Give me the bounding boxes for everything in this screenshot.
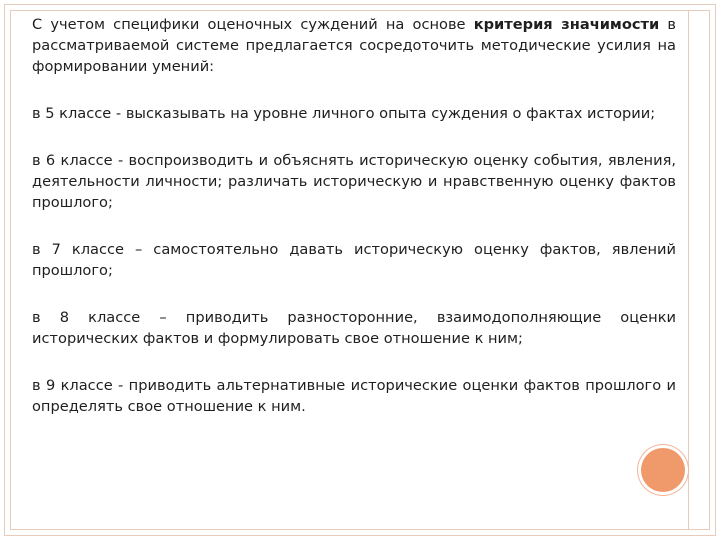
- grade-8-paragraph: в 8 классе – приводить разносторонние, взаимодополняющие оценки исторических фактов и формулировать свое отношение к ним;: [32, 309, 676, 347]
- grade-9-paragraph: в 9 классе - приводить альтернативные исторические оценки фактов прошлого и определять свое отношение к ним.: [32, 377, 676, 415]
- intro-text-after: в рассматриваемой системе предлагается сосредоточить методические усилия на формировании умений:: [32, 16, 676, 75]
- intro-emphasis: критерия значимости: [473, 16, 660, 33]
- grade-5-paragraph: в 5 классе - высказывать на уровне личного опыта суждения о фактах истории;: [32, 105, 656, 122]
- grade-7-paragraph: в 7 классе – самостоятельно давать историческую оценку фактов, явлений прошлого;: [32, 241, 676, 279]
- accent-circle: [641, 448, 685, 492]
- slide-content: [32, 14, 676, 443]
- intro-paragraph: [32, 14, 676, 77]
- slide-side-rule: [688, 10, 689, 530]
- grade-6-paragraph: в 6 классе - воспроизводить и объяснять историческую оценку события, явления, деятельности личности; различать историческую и нравственную оценку фактов прошлого;: [32, 152, 676, 211]
- intro-text-before: С учетом специфики оценочных суждений на основе: [32, 16, 474, 33]
